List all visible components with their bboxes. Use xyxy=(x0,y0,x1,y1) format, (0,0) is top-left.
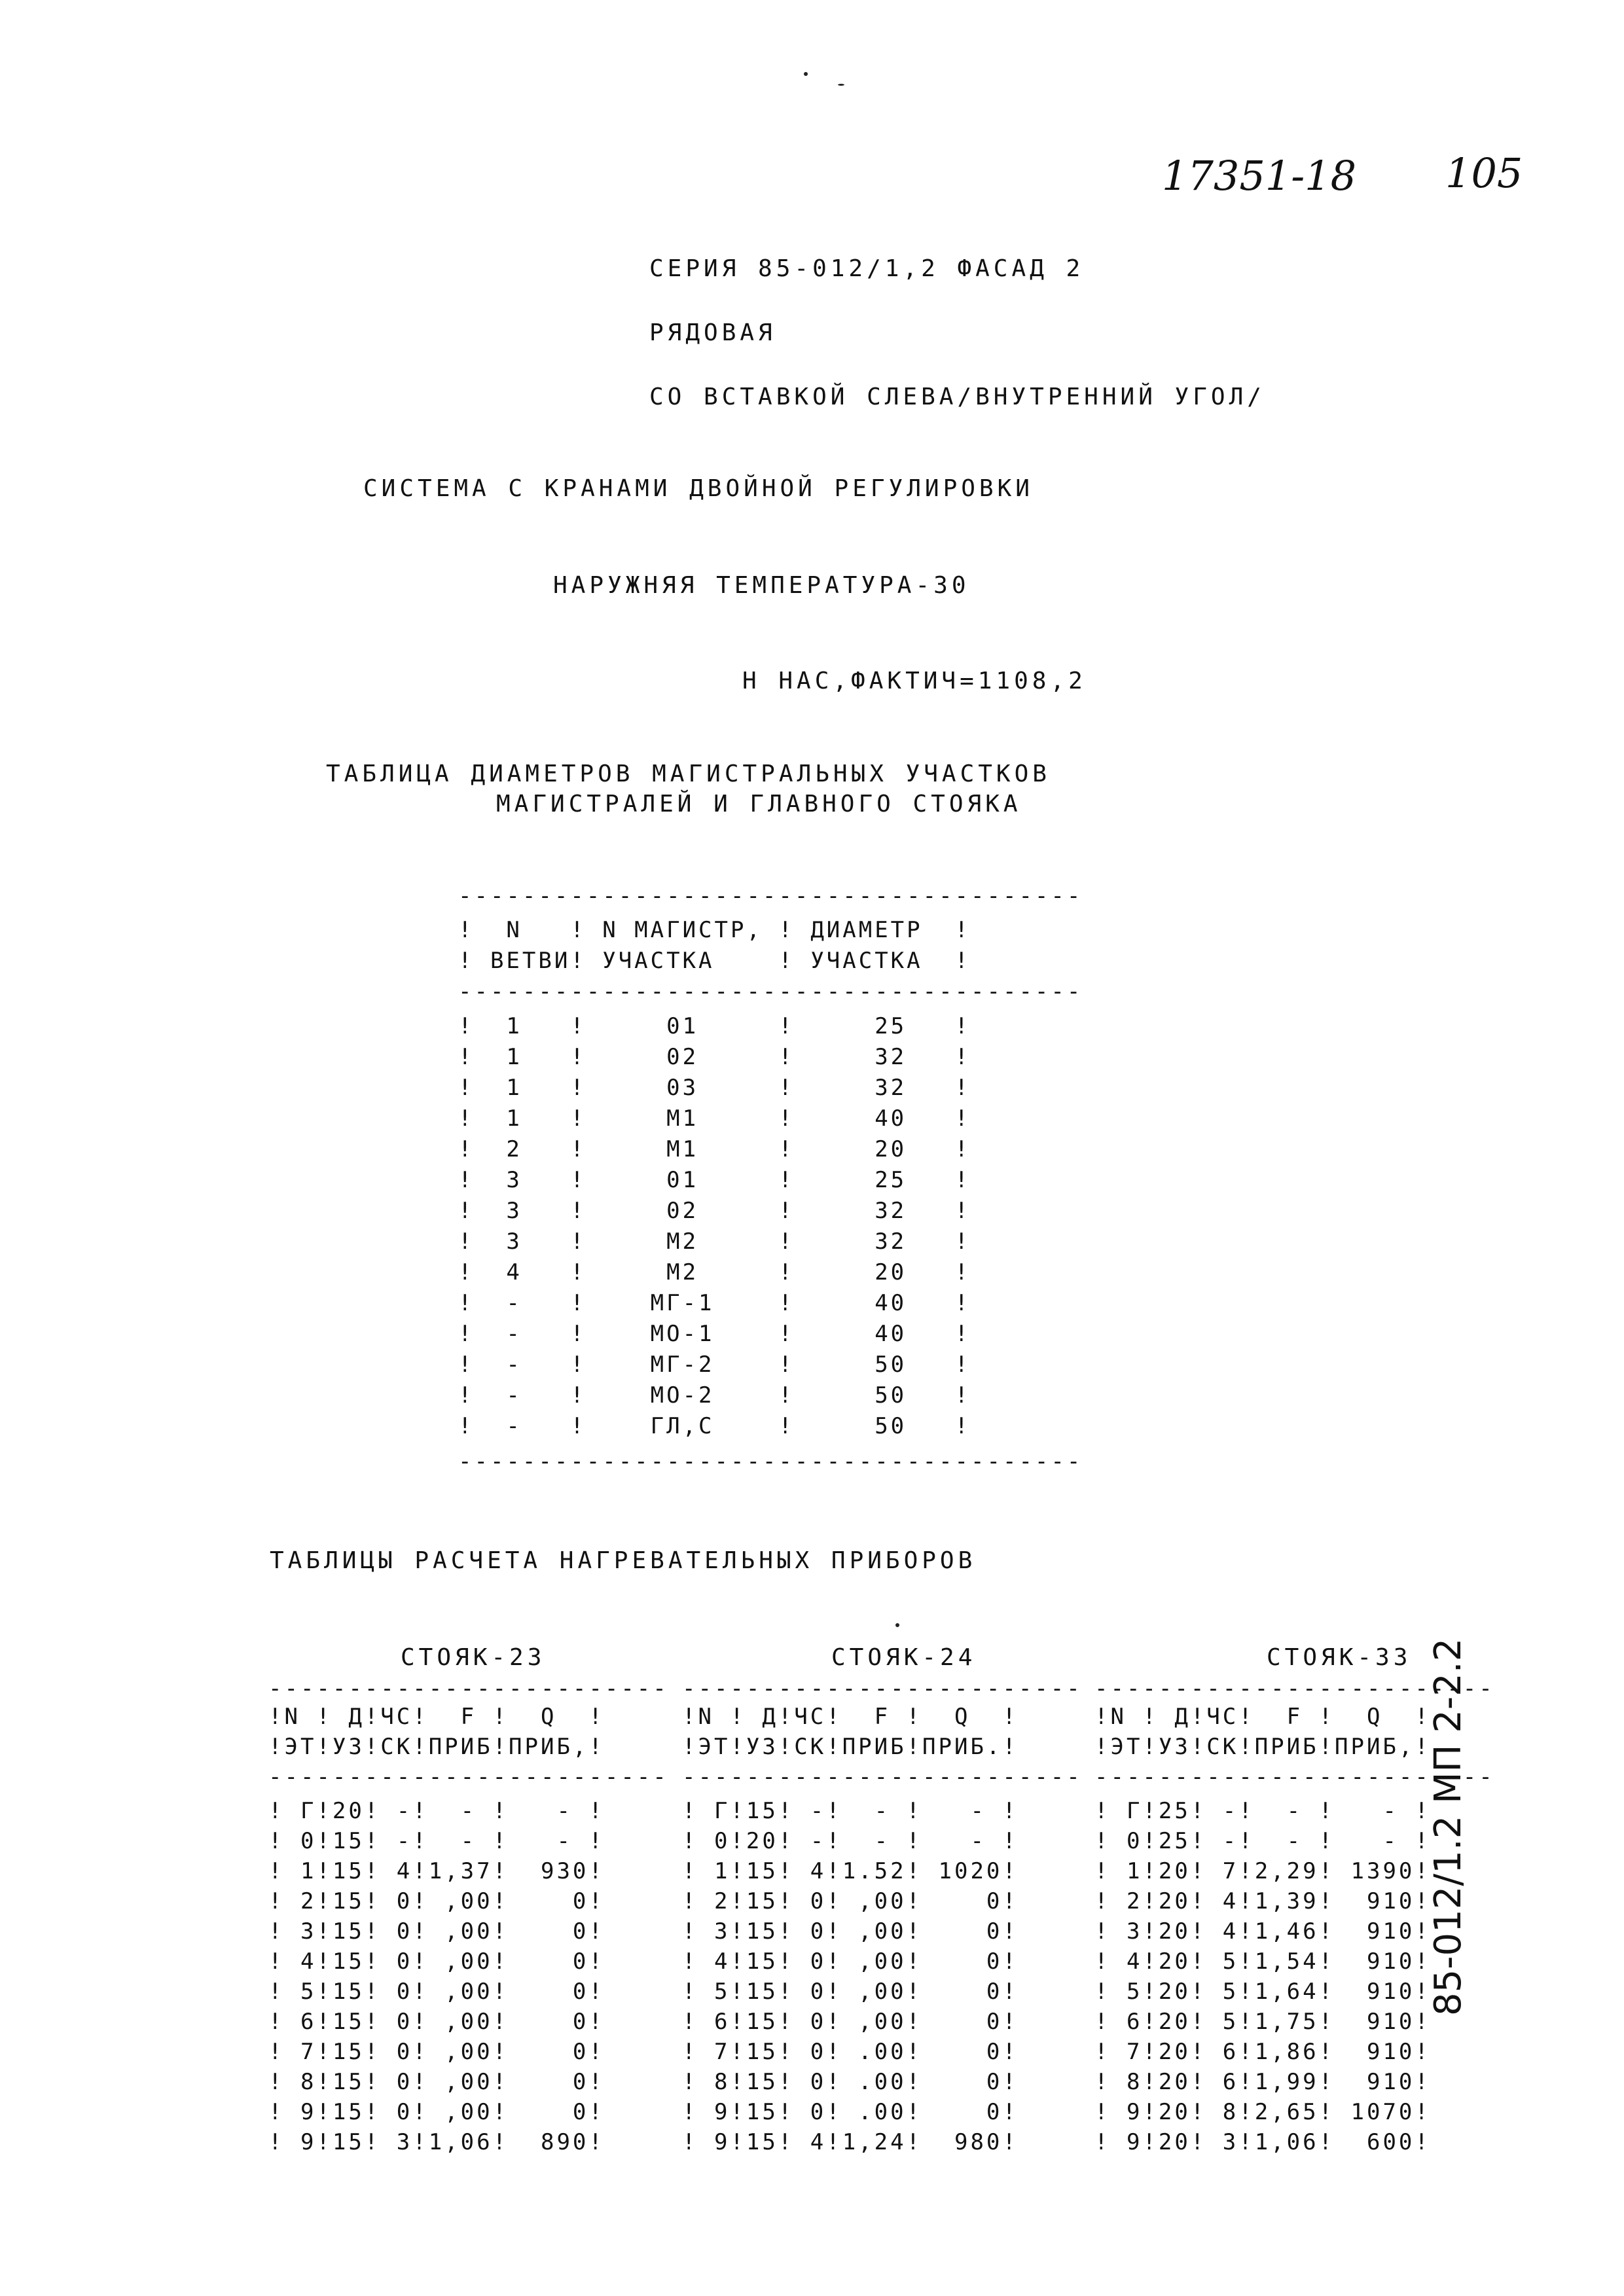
table-row: ! 3 ! 01 ! 25 ! xyxy=(458,1167,971,1193)
table-row: ! 9!20! 8!2,65! 1070! xyxy=(1094,2099,1431,2125)
diameters-table-title: ТАБЛИЦА ДИАМЕТРОВ МАГИСТРАЛЬНЫХ УЧАСТКОВ xyxy=(326,761,1051,787)
table-row: ! 9!15! 0! .00! 0! xyxy=(682,2099,1019,2125)
table-row: ! - ! МГ-1 ! 40 ! xyxy=(458,1290,971,1316)
table-row: ! 7!15! 0! ,00! 0! xyxy=(268,2039,605,2065)
table-rule: ------------------------- xyxy=(268,1676,669,1702)
stoyak-title: СТОЯК-33 xyxy=(1267,1644,1412,1671)
table-header: !ЭТ!УЗ!СК!ПРИБ!ПРИБ.! xyxy=(682,1734,1019,1760)
table-row: ! 1 ! М1 ! 40 ! xyxy=(458,1105,971,1132)
table-row: ! 9!15! 3!1,06! 890! xyxy=(268,2129,605,2155)
table-row: ! 1 ! 02 ! 32 ! xyxy=(458,1044,971,1070)
table-row: ! Г!25! -! - ! - ! xyxy=(1094,1798,1431,1824)
table-row: ! 9!15! 4!1,24! 980! xyxy=(682,2129,1019,2155)
variant-line: СО ВСТАВКОЙ СЛЕВА/ВНУТРЕННИЙ УГОЛ/ xyxy=(649,384,1265,410)
table-row: ! 8!20! 6!1,99! 910! xyxy=(1094,2069,1431,2095)
diameters-table-subtitle: МАГИСТРАЛЕЙ И ГЛАВНОГО СТОЯКА xyxy=(496,791,1022,817)
table-row: ! 6!15! 0! ,00! 0! xyxy=(682,2009,1019,2035)
table-row: ! 1 ! 01 ! 25 ! xyxy=(458,1013,971,1039)
page-number: 105 xyxy=(1445,149,1523,197)
table-row: ! 1!20! 7!2,29! 1390! xyxy=(1094,1858,1431,1884)
table-row: ! 3 ! М2 ! 32 ! xyxy=(458,1229,971,1255)
table-row: ! - ! ГЛ,С ! 50 ! xyxy=(458,1413,971,1439)
table-rule: --------------------------------------- xyxy=(458,978,1083,1005)
table-row: ! 3!15! 0! ,00! 0! xyxy=(268,1918,605,1945)
table-rule: ------------------------- xyxy=(682,1764,1083,1790)
table-row: ! 4!15! 0! ,00! 0! xyxy=(682,1948,1019,1975)
document-number: 17351-18 xyxy=(1162,152,1357,200)
table-row: ! 4!15! 0! ,00! 0! xyxy=(268,1948,605,1975)
table-row: ! 1!15! 4!1.52! 1020! xyxy=(682,1858,1019,1884)
table-row: ! 8!15! 0! .00! 0! xyxy=(682,2069,1019,2095)
table-rule: --------------------------------------- xyxy=(458,883,1083,909)
speck-mark xyxy=(804,72,808,76)
table-row: ! - ! МО-1 ! 40 ! xyxy=(458,1321,971,1347)
stoyak-title: СТОЯК-23 xyxy=(401,1644,546,1671)
table-row: ! 5!15! 0! ,00! 0! xyxy=(682,1979,1019,2005)
series-line: СЕРИЯ 85-012/1,2 ФАСАД 2 xyxy=(649,255,1085,282)
table-row: ! 6!15! 0! ,00! 0! xyxy=(268,2009,605,2035)
table-row: ! 0!25! -! - ! - ! xyxy=(1094,1828,1431,1854)
table-row: ! 2 ! М1 ! 20 ! xyxy=(458,1136,971,1162)
table-row: ! 7!15! 0! .00! 0! xyxy=(682,2039,1019,2065)
table-row: ! 3 ! 02 ! 32 ! xyxy=(458,1198,971,1224)
table-row: ! 9!20! 3!1,06! 600! xyxy=(1094,2129,1431,2155)
table-row: ! 9!15! 0! ,00! 0! xyxy=(268,2099,605,2125)
table-row: ! Г!20! -! - ! - ! xyxy=(268,1798,605,1824)
table-row: ! 2!15! 0! ,00! 0! xyxy=(682,1888,1019,1914)
table-row: ! 0!15! -! - ! - ! xyxy=(268,1828,605,1854)
table-rule: ------------------------- xyxy=(682,1676,1083,1702)
table-row: ! - ! МО-2 ! 50 ! xyxy=(458,1382,971,1408)
table-header: ! ВЕТВИ! УЧАСТКА ! УЧАСТКА ! xyxy=(458,948,971,974)
side-stamp: 85-012/1.2 МП 2-2.2 xyxy=(1427,1638,1470,2016)
table-header: !N ! Д!ЧС! F ! Q ! xyxy=(682,1704,1019,1730)
table-rule: ------------------------- xyxy=(1094,1676,1495,1702)
system-line: СИСТЕМА С КРАНАМИ ДВОЙНОЙ РЕГУЛИРОВКИ xyxy=(363,475,1034,502)
table-row: ! 8!15! 0! ,00! 0! xyxy=(268,2069,605,2095)
table-row: ! 1 ! 03 ! 32 ! xyxy=(458,1075,971,1101)
speck-mark xyxy=(895,1623,899,1627)
pressure-line: Н НАС,ФАКТИЧ=1108,2 xyxy=(742,668,1087,694)
table-row: ! - ! МГ-2 ! 50 ! xyxy=(458,1352,971,1378)
speck-mark xyxy=(838,84,844,86)
table-header: !N ! Д!ЧС! F ! Q ! xyxy=(1094,1704,1431,1730)
table-row: ! 3!20! 4!1,46! 910! xyxy=(1094,1918,1431,1945)
table-row: ! Г!15! -! - ! - ! xyxy=(682,1798,1019,1824)
table-row: ! 5!20! 5!1,64! 910! xyxy=(1094,1979,1431,2005)
table-header: ! N ! N МАГИСТР, ! ДИАМЕТР ! xyxy=(458,917,971,943)
table-row: ! 4!20! 5!1,54! 910! xyxy=(1094,1948,1431,1975)
table-header: !ЭТ!УЗ!СК!ПРИБ!ПРИБ,! xyxy=(268,1734,605,1760)
table-row: ! 6!20! 5!1,75! 910! xyxy=(1094,2009,1431,2035)
table-rule: --------------------------------------- xyxy=(458,1448,1083,1475)
table-row: ! 3!15! 0! ,00! 0! xyxy=(682,1918,1019,1945)
table-row: ! 5!15! 0! ,00! 0! xyxy=(268,1979,605,2005)
table-rule: ------------------------- xyxy=(268,1764,669,1790)
table-row: ! 2!20! 4!1,39! 910! xyxy=(1094,1888,1431,1914)
table-row: ! 2!15! 0! ,00! 0! xyxy=(268,1888,605,1914)
outdoor-temp-line: НАРУЖНЯЯ ТЕМПЕРАТУРА-30 xyxy=(553,572,970,599)
table-row: ! 7!20! 6!1,86! 910! xyxy=(1094,2039,1431,2065)
table-row: ! 0!20! -! - ! - ! xyxy=(682,1828,1019,1854)
type-line: РЯДОВАЯ xyxy=(649,319,776,346)
stoyak-title: СТОЯК-24 xyxy=(831,1644,977,1671)
table-row: ! 4 ! М2 ! 20 ! xyxy=(458,1259,971,1285)
heaters-title: ТАБЛИЦЫ РАСЧЕТА НАГРЕВАТЕЛЬНЫХ ПРИБОРОВ xyxy=(270,1547,977,1574)
table-row: ! 1!15! 4!1,37! 930! xyxy=(268,1858,605,1884)
table-header: !N ! Д!ЧС! F ! Q ! xyxy=(268,1704,605,1730)
table-header: !ЭТ!УЗ!СК!ПРИБ!ПРИБ,! xyxy=(1094,1734,1431,1760)
table-rule: ------------------------- xyxy=(1094,1764,1495,1790)
